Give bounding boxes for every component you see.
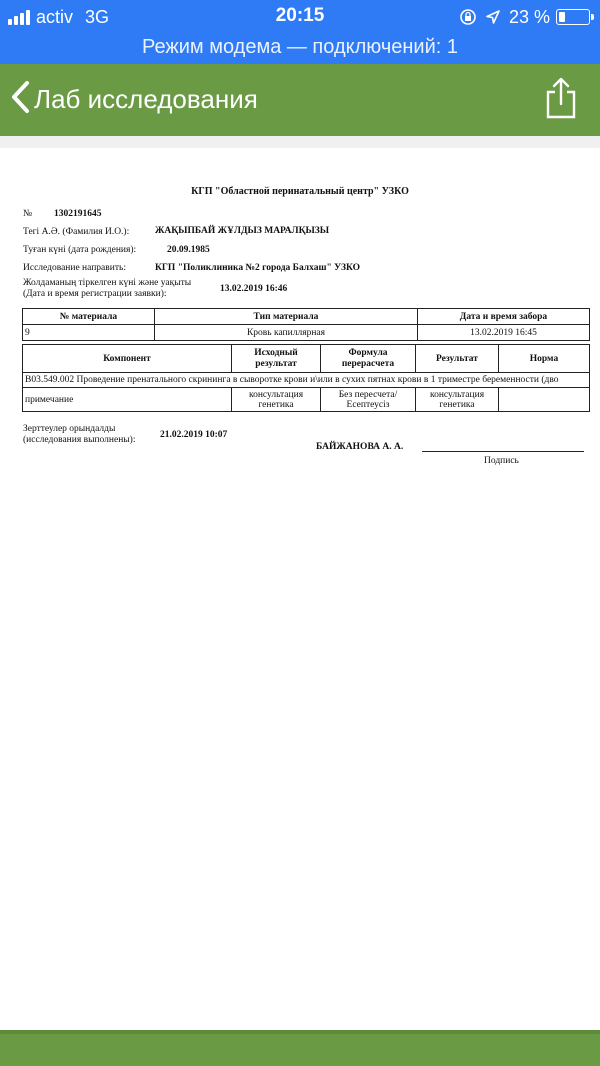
share-icon <box>544 107 578 124</box>
status-time: 20:15 <box>275 5 325 26</box>
patient-name: ЖАҚЫПБАЙ ЖҰЛДЫЗ МАРАЛҚЫЗЫ <box>155 226 330 236</box>
carrier-name: activ <box>36 6 74 27</box>
dob-label: Туған күні (дата рождения): <box>23 245 137 255</box>
reg-label-ru: (Дата и время регистрации заявки): <box>23 289 167 299</box>
results-table <box>22 344 590 412</box>
chevron-left-icon <box>10 80 32 119</box>
done-date: 21.02.2019 10:07 <box>160 430 228 440</box>
row-result: консультация генетика <box>416 388 499 412</box>
material-table <box>22 308 590 341</box>
row-norm <box>499 388 590 412</box>
referral-org: КГП "Поликлиника №2 города Балхаш" УЗКО <box>155 263 361 273</box>
norm-header: Норма <box>499 345 590 373</box>
status-area <box>0 0 600 64</box>
material-number: 9 <box>23 325 155 341</box>
row-formula: Без пересчета/ Есептеусіз <box>321 388 416 412</box>
collection-date-header: Дата и время забора <box>418 309 590 325</box>
done-label-ru: (исследования выполнены): <box>23 435 136 445</box>
reg-date: 13.02.2019 16:46 <box>220 284 288 294</box>
bottom-bar <box>0 1030 600 1066</box>
nav-title: Лаб исследования <box>34 84 258 114</box>
formula-header: Формула перерасчета <box>321 345 416 373</box>
back-button[interactable] <box>10 80 258 119</box>
hotspot-banner[interactable]: Режим модема — подключений: 1 <box>142 36 458 58</box>
network-type: 3G <box>85 6 110 27</box>
row-component: примечание <box>23 388 232 412</box>
component-header: Компонент <box>23 345 232 373</box>
done-label-kz: Зерттеулер орындалды <box>23 424 116 434</box>
patient-dob: 20.09.1985 <box>167 245 210 255</box>
order-number: 1302191645 <box>54 209 102 219</box>
org-title: КГП "Областной перинатальный центр" УЗКО <box>191 186 409 197</box>
reg-label-kz: Жолдаманың тіркелген күні және уақыты <box>23 278 192 288</box>
nav-separator <box>0 136 600 148</box>
collection-date: 13.02.2019 16:45 <box>418 325 590 341</box>
fio-label: Тегі А.Ә. (Фамилия И.О.): <box>23 227 130 237</box>
location-arrow-icon <box>485 9 501 25</box>
nav-bar <box>0 64 600 136</box>
number-label: № <box>23 209 33 219</box>
share-button[interactable] <box>544 76 578 125</box>
signature-label: Подпись <box>484 456 519 466</box>
raw-result-header: Исходный результат <box>232 345 321 373</box>
material-number-header: № материала <box>23 309 155 325</box>
orientation-lock-icon <box>459 8 477 26</box>
status-right <box>459 6 590 28</box>
result-header: Результат <box>416 345 499 373</box>
signature-line <box>422 451 584 452</box>
signer-name: БАЙЖАНОВА А. А. <box>316 442 404 452</box>
row-raw-result: консультация генетика <box>232 388 321 412</box>
referral-label: Исследование направить: <box>23 263 126 273</box>
material-type-header: Тип материала <box>155 309 418 325</box>
battery-icon <box>556 9 590 25</box>
material-type: Кровь капиллярная <box>155 325 418 341</box>
battery-percent: 23 % <box>508 6 550 27</box>
study-name: B03.549.002 Проведение пренатального скрининга в сыворотке крови и\или в сухих пятнах крови в 1 триместре беременности (дво <box>23 373 590 388</box>
